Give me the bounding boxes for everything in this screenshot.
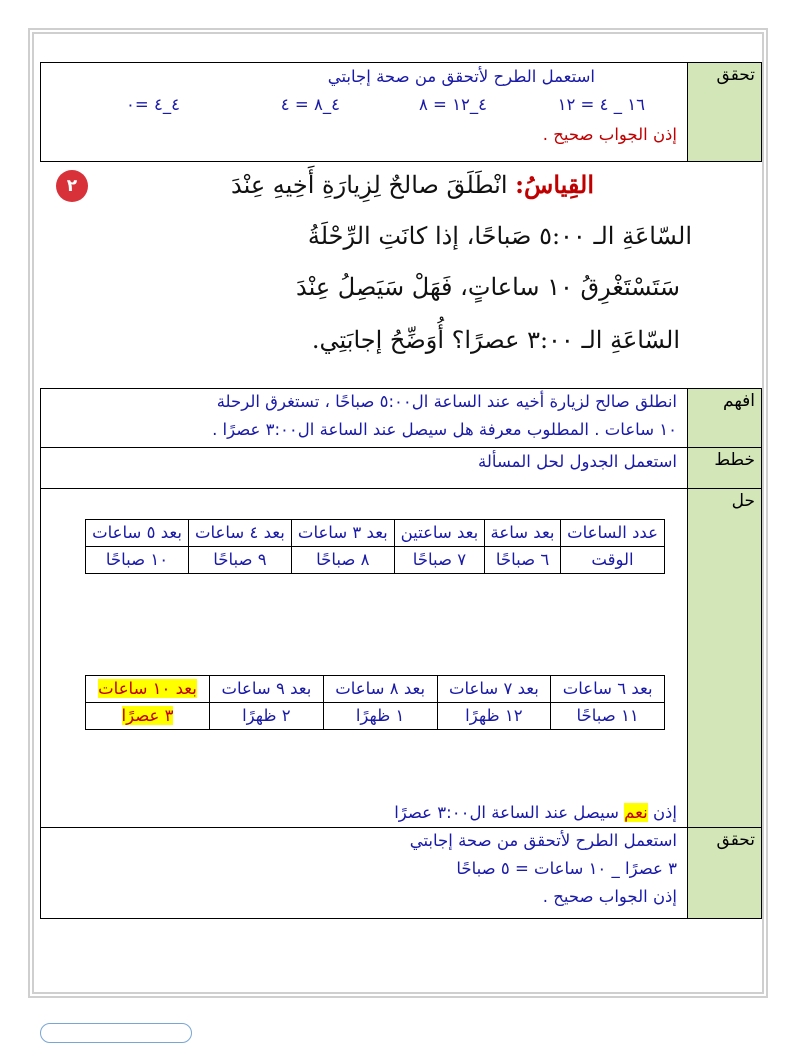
- check-intro: استعمل الطرح لأتحقق من صحة إجابتي: [327, 67, 595, 86]
- plan-line-1: استعمل الجدول لحل المسألة: [478, 452, 677, 471]
- table-cell: ١٢ ظهرًا: [437, 703, 551, 730]
- problem-title: القِياسُ:: [515, 170, 594, 199]
- equation-2: ٤_١٢ = ٨: [418, 95, 487, 114]
- check2-content: [41, 828, 685, 918]
- section-label-understand: افهم: [687, 389, 761, 447]
- table-cell: بعد ٨ ساعات: [323, 676, 437, 703]
- problem-line-1: [231, 170, 594, 199]
- problem-line-3: سَتَسْتَغْرِقُ ١٠ ساعاتٍ، فَهَلْ سَيَصِلُ عِنْدَ: [296, 273, 680, 301]
- check-conclusion: إذن الجواب صحيح .: [542, 125, 677, 144]
- equation-1: ١٦ _ ٤ = ١٢: [557, 95, 645, 114]
- understand-line-1: انطلق صالح لزيارة أخيه عند الساعة ال٥:٠٠ صباحًا ، تستغرق الرحلة: [216, 392, 677, 411]
- section-label-check: تحقق: [687, 63, 761, 161]
- highlight-text: ٣ عصرًا: [121, 706, 174, 725]
- solve-section: [40, 488, 762, 828]
- table-row: [86, 703, 665, 730]
- table-cell: ٧ صباحًا: [394, 547, 484, 574]
- table-row: [86, 547, 665, 574]
- table-cell: بعد ٤ ساعات: [188, 520, 291, 547]
- hours-table-1: [85, 519, 665, 574]
- table-cell: ٢ ظهرًا: [210, 703, 324, 730]
- problem-number-badge: ٢: [56, 170, 88, 202]
- solve-conclusion: [394, 803, 677, 822]
- check2-line-1: استعمل الطرح لأتحقق من صحة إجابتي: [409, 831, 677, 850]
- check-section-2: [40, 827, 762, 919]
- problem-line-2: السّاعَةِ الـ ٥:٠٠ صَباحًا، إذا كانَتِ الرِّحْلَةُ: [307, 222, 692, 250]
- table-cell: ٦ صباحًا: [485, 547, 561, 574]
- table-cell: بعد ٩ ساعات: [210, 676, 324, 703]
- table-cell: ٩ صباحًا: [188, 547, 291, 574]
- understand-content: [41, 389, 685, 447]
- table-row: [86, 676, 665, 703]
- problem-line-4: السّاعَةِ الـ ٣:٠٠ عصرًا؟ أُوَضِّحُ إجابَتِي.: [311, 326, 680, 354]
- table-cell: بعد ٧ ساعات: [437, 676, 551, 703]
- table-cell: بعد ساعتين: [394, 520, 484, 547]
- hours-table-2: [85, 675, 665, 730]
- table-cell: ٨ صباحًا: [291, 547, 394, 574]
- conclusion-suffix: سيصل عند الساعة ال٣:٠٠ عصرًا: [394, 803, 619, 822]
- solve-content: [41, 489, 685, 827]
- equation-4: ٤_٤ =٠: [126, 95, 180, 114]
- check-content: [41, 63, 685, 161]
- table-row: [86, 520, 665, 547]
- highlight-text: بعد ١٠ ساعات: [98, 679, 197, 698]
- table-cell: بعد ٥ ساعات: [86, 520, 189, 547]
- table-cell: الوقت: [561, 547, 665, 574]
- section-label-plan: خطط: [687, 448, 761, 488]
- plan-section: [40, 447, 762, 489]
- table-cell: بعد ٦ ساعات: [551, 676, 665, 703]
- understand-section: [40, 388, 762, 448]
- decorative-ribbon: [40, 1023, 192, 1043]
- table-cell: بعد ساعة: [485, 520, 561, 547]
- table-cell: بعد ٣ ساعات: [291, 520, 394, 547]
- check-section-1: [40, 62, 762, 162]
- section-label-check-2: تحقق: [687, 828, 761, 918]
- table-cell: ١ ظهرًا: [323, 703, 437, 730]
- equation-3: ٤_٨ = ٤: [280, 95, 340, 114]
- table-cell: عدد الساعات: [561, 520, 665, 547]
- check2-line-3: إذن الجواب صحيح .: [542, 887, 677, 906]
- check2-line-2: ٣ عصرًا _ ١٠ ساعات = ٥ صباحًا: [456, 859, 677, 878]
- conclusion-yes: نعم: [624, 803, 648, 822]
- section-label-solve: حل: [687, 489, 761, 827]
- understand-line-2: ١٠ ساعات . المطلوب معرفة هل سيصل عند الساعة ال٣:٠٠ عصرًا .: [212, 420, 677, 439]
- conclusion-prefix: إذن: [652, 803, 677, 822]
- plan-content: [41, 448, 685, 488]
- table-cell-highlight: [86, 703, 210, 730]
- table-cell: ١١ صباحًا: [551, 703, 665, 730]
- table-cell-highlight: [86, 676, 210, 703]
- problem-text-1: انْطَلَقَ صالحٌ لِزِيارَةِ أَخِيهِ عِنْدَ: [231, 171, 508, 199]
- table-cell: ١٠ صباحًا: [86, 547, 189, 574]
